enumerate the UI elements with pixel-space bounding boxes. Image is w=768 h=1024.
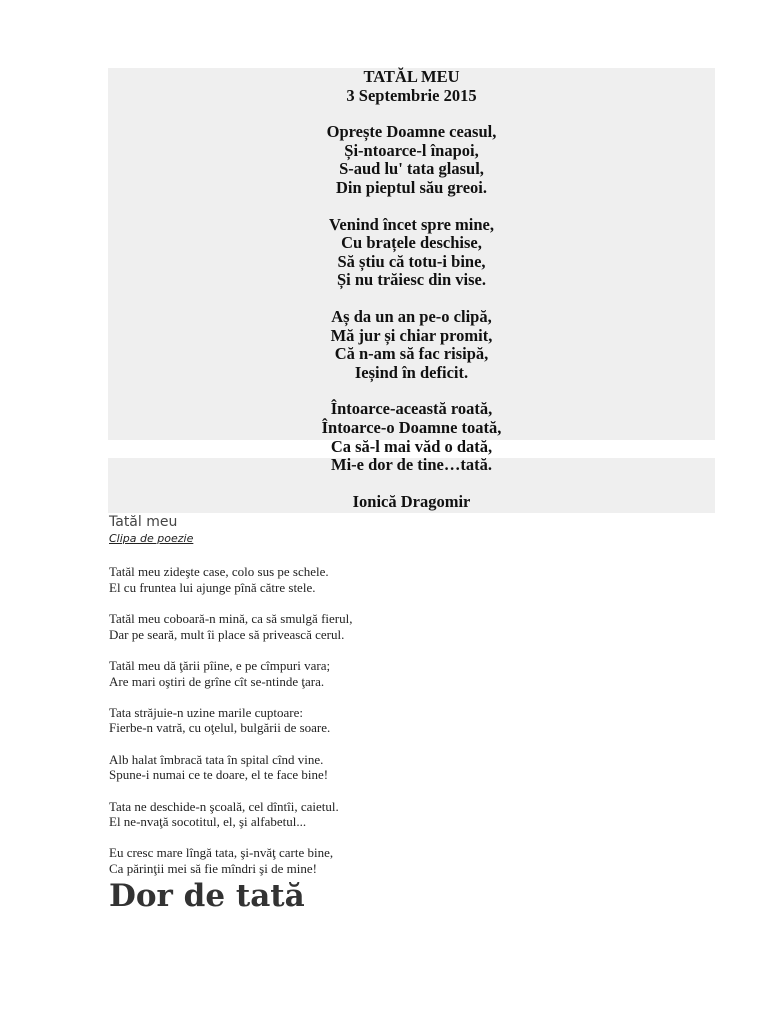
poem-stanza [109,658,352,689]
poem-line: Dar pe seară, mult îi place să privească cerul. [109,626,345,642]
poem2-title: Tatăl meu [109,514,178,530]
poem-line: Tatăl meu coboară-n mină, ca să smulgă fierul, [109,610,353,626]
poem-line: Cu brațele deschise, [341,233,482,253]
poem-line: Ca părinţii mei să fie mîndri şi de mine! [109,861,317,877]
poem-line: Tatăl meu dă ţării pîine, e pe cîmpuri vara; [109,657,331,673]
poem-line: Ieșind în deficit. [354,362,469,382]
poem-line: Să știu că totu-i bine, [337,251,486,271]
poem-line: Ca să-l mai văd o dată, [330,436,493,456]
poem-line: Alb halat îmbracă tata în spital cînd vine. [109,751,324,767]
poem-line: Spune-i numai ce te doare, el te face bine! [109,767,329,783]
poem-line: Și nu trăiesc din vise. [337,270,486,290]
poem-line: Aș da un an pe-o clipă, [331,306,492,326]
poem-stanza [109,564,352,595]
poem-line: Mi-e dor de tine…tată. [331,455,492,475]
poem-stanza [109,705,352,736]
poem-line: El cu fruntea lui ajunge pînă către stele. [109,579,316,595]
poem-stanza [109,752,352,783]
poem-title: TATĂL MEU [363,67,460,86]
poem-line: Din pieptul său greoi. [336,177,487,197]
poem-stanza [109,845,352,876]
poem-line: Oprește Doamne ceasul, [326,122,497,142]
poem-date: 3 Septembrie 2015 [346,85,477,105]
poem-tatal-meu-dragomir [108,68,715,511]
poem-line: Venind încet spre mine, [328,214,495,234]
poem-line: Tata străjuie-n uzine marile cuptoare: [109,704,303,720]
poem-line: S-aud lu' tata glasul, [339,159,484,179]
poem-stanza [109,611,352,642]
poem-tatal-meu-children [109,564,352,892]
poem-line: Tatăl meu zideşte case, colo sus pe schele. [109,564,329,579]
poem-line: Tata ne deschide-n şcoală, cel dîntîi, caietul. [109,798,339,814]
poem-author: Ionică Dragomir [352,491,471,511]
poem-line: Întoarce-o Doamne toată, [321,417,502,437]
section-heading-dor-de-tata: Dor de tată [109,878,305,914]
source-link[interactable]: Clipa de poezie [109,532,194,545]
poem-line: Eu cresc mare lîngă tata, şi-nvăţ carte bine, [109,845,334,861]
poem-line: Mă jur și chiar promit, [330,325,493,345]
poem-line: Fierbe-n vatră, cu oţelul, bulgării de soare. [109,720,331,736]
poem-line: Are mari oştiri de grîne cît se-ntinde ţara. [109,673,325,689]
poem-line: Și-ntoarce-l înapoi, [344,140,479,160]
poem-line: El ne-nvaţă socotitul, el, şi alfabetul... [109,814,307,830]
poem-line: Întoarce-această roată, [330,399,493,419]
poem-stanza [109,799,352,830]
poem-line: Că n-am să fac risipă, [334,344,489,364]
